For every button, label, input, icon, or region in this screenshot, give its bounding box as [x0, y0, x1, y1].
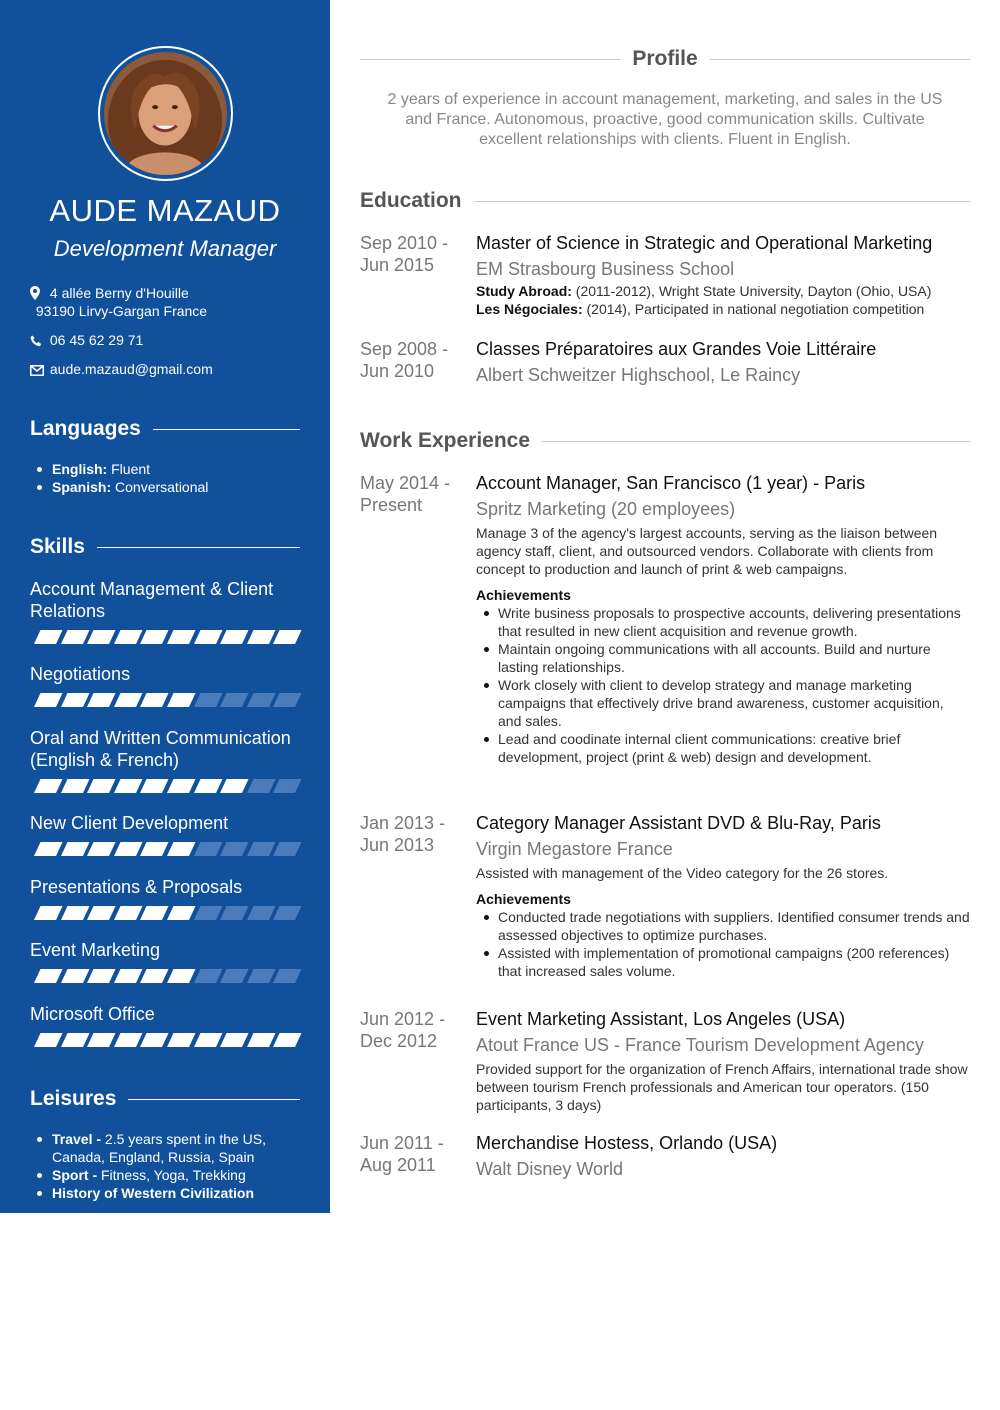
list-item: History of Western Civilization: [52, 1184, 292, 1202]
skill-name: Presentations & Proposals: [30, 877, 243, 897]
skill-segment-empty: [194, 842, 222, 856]
skill-name: Microsoft Office: [30, 1004, 155, 1024]
skill-name: Event Marketing: [30, 940, 161, 960]
skill-segment-filled: [87, 906, 115, 920]
skill-segment-filled: [61, 842, 89, 856]
list-item: Sport - Fitness, Yoga, Trekking: [52, 1166, 292, 1184]
skill-segment-filled: [140, 906, 168, 920]
skill-segment-empty: [247, 906, 275, 920]
entry-org: Spritz Marketing (20 employees): [476, 499, 736, 519]
skill-name: Account Management & Client Relations: [30, 579, 274, 621]
skill-segment-filled: [114, 779, 142, 793]
languages-heading: Languages: [30, 416, 300, 442]
skill-segment-filled: [34, 842, 62, 856]
skill-segment-filled: [61, 1033, 89, 1047]
entry-title: Merchandise Hostess, Orlando (USA): [476, 1133, 778, 1153]
list-item: Work closely with client to develop strategy and manage marketing campaigns that effectively drive brand awareness, customer acquisition, and sales.: [498, 676, 970, 730]
skill-segment-filled: [87, 1033, 115, 1047]
skill-segment-filled: [140, 630, 168, 644]
skill-segment-filled: [61, 693, 89, 707]
entry-org: Virgin Megastore France: [476, 839, 673, 859]
skill-segment-filled: [247, 1033, 275, 1047]
achievements-list: [498, 908, 970, 980]
skill-item: [30, 812, 300, 856]
skill-segment-filled: [247, 630, 275, 644]
leisures-heading: Leisures: [30, 1086, 300, 1112]
phone-number: 06 45 62 29 71: [49, 332, 144, 348]
skill-segment-filled: [167, 693, 195, 707]
address-line-1: 4 allée Berny d'Houille: [49, 285, 189, 301]
skill-level-bar: [30, 842, 300, 856]
contact-address: [30, 284, 207, 320]
entry-dates: Jan 2013 - Jun 2013: [360, 813, 446, 855]
skill-item: [30, 939, 300, 983]
skill-segment-filled: [87, 969, 115, 983]
skill-name: Oral and Written Communication (English & French): [30, 728, 291, 770]
skill-segment-filled: [140, 693, 168, 707]
skill-segment-filled: [114, 906, 142, 920]
contact-email: [30, 360, 213, 380]
skill-segment-empty: [247, 842, 275, 856]
person-role: Development Manager: [53, 236, 277, 261]
achievements-list: [498, 604, 970, 766]
skill-name: Negotiations: [30, 664, 131, 684]
entry-org: EM Strasbourg Business School: [476, 259, 735, 279]
entry-org: Atout France US - France Tourism Development Agency: [476, 1035, 924, 1055]
entry-org: Walt Disney World: [476, 1159, 624, 1179]
entry-dates: Sep 2008 - Jun 2010: [360, 339, 449, 381]
entry-description: Assisted with management of the Video category for the 26 stores.: [476, 865, 889, 881]
sidebar: [0, 0, 330, 1213]
skill-segment-filled: [61, 630, 89, 644]
skill-segment-empty: [194, 693, 222, 707]
skill-segment-filled: [194, 1033, 222, 1047]
languages-list: [52, 460, 208, 496]
skill-segment-filled: [114, 1033, 142, 1047]
profile-heading: Profile: [360, 46, 970, 72]
skill-item: [30, 663, 300, 707]
skill-level-bar: [30, 693, 300, 707]
skill-segment-filled: [194, 630, 222, 644]
skill-segment-empty: [247, 779, 275, 793]
skill-segment-empty: [273, 969, 301, 983]
skill-segment-filled: [167, 1033, 195, 1047]
skill-segment-empty: [194, 906, 222, 920]
skill-segment-filled: [273, 630, 301, 644]
skill-segment-filled: [140, 842, 168, 856]
skill-segment-empty: [247, 693, 275, 707]
profile-photo: [104, 52, 227, 175]
skill-level-bar: [30, 906, 300, 920]
entry-title: Account Manager, San Francisco (1 year) - Paris: [476, 473, 866, 493]
skill-segment-filled: [61, 779, 89, 793]
entry-title: Event Marketing Assistant, Los Angeles (USA): [476, 1009, 846, 1029]
list-item: Spanish: Conversational: [52, 479, 209, 495]
list-item: English: Fluent: [52, 460, 208, 478]
skill-segment-filled: [167, 969, 195, 983]
skill-segment-filled: [167, 842, 195, 856]
skill-segment-filled: [273, 1033, 301, 1047]
education-heading: Education: [360, 188, 970, 214]
skill-segment-filled: [167, 779, 195, 793]
entry-title: Category Manager Assistant DVD & Blu-Ray, Paris: [476, 813, 881, 833]
skill-segment-filled: [114, 842, 142, 856]
skill-level-bar: [30, 1033, 300, 1047]
skill-segment-filled: [140, 969, 168, 983]
achievements-label: Achievements: [476, 587, 571, 603]
skill-segment-filled: [34, 906, 62, 920]
entry-description: Provided support for the organization of French Affairs, international trade show between tourism French professionals and American tour operators. (150 participants, 3 days): [476, 1061, 968, 1113]
skill-segment-filled: [167, 906, 195, 920]
skill-segment-filled: [34, 693, 62, 707]
entry-dates: Jun 2012 - Dec 2012: [360, 1009, 446, 1051]
list-item: Assisted with implementation of promotional campaigns (200 references) that increased sales volume.: [498, 944, 970, 980]
skill-segment-filled: [61, 906, 89, 920]
skill-item: [30, 727, 300, 793]
entry-description: Manage 3 of the agency's largest accounts, serving as the liaison between agency staff, client, and outsourced vendors. Collaborate with clients from concept to production and launch of print & web campaigns.: [476, 525, 938, 577]
map-pin-icon: [30, 286, 46, 304]
skill-segment-filled: [87, 842, 115, 856]
skill-level-bar: [30, 630, 300, 644]
skill-name: New Client Development: [30, 813, 229, 833]
skill-segment-empty: [194, 969, 222, 983]
skill-segment-filled: [87, 630, 115, 644]
address-line-2: 93190 Lirvy-Gargan France: [35, 303, 208, 319]
envelope-icon: [30, 362, 46, 380]
skill-segment-filled: [220, 779, 248, 793]
entry-dates: Sep 2010 - Jun 2015: [360, 233, 449, 275]
skill-segment-empty: [220, 693, 248, 707]
leisures-list: [52, 1130, 292, 1202]
skill-segment-filled: [220, 1033, 248, 1047]
list-item: Conducted trade negotiations with suppliers. Identified consumer trends and assessed objectives to optimize purchases.: [498, 909, 970, 943]
list-item: Travel - 2.5 years spent in the US, Canada, England, Russia, Spain: [52, 1130, 292, 1166]
skill-segment-empty: [273, 906, 301, 920]
entry-extra: Study Abroad: (2011-2012), Wright State University, Dayton (Ohio, USA) Les Négociales: (2014), Participated in national negotiation competition: [476, 283, 932, 317]
skill-segment-empty: [273, 842, 301, 856]
email-address[interactable]: aude.mazaud@gmail.com: [49, 361, 213, 377]
achievements-label: Achievements: [476, 891, 571, 907]
skill-segment-filled: [34, 779, 62, 793]
skill-item: [30, 578, 300, 644]
skill-segment-empty: [273, 693, 301, 707]
skill-segment-filled: [114, 969, 142, 983]
skills-heading: Skills: [30, 534, 300, 560]
skill-level-bar: [30, 779, 300, 793]
skill-segment-empty: [220, 906, 248, 920]
skill-item: [30, 876, 300, 920]
contact-phone: [30, 331, 143, 351]
skill-segment-empty: [220, 969, 248, 983]
entry-title: Master of Science in Strategic and Operational Marketing: [476, 233, 933, 253]
skill-segment-empty: [220, 842, 248, 856]
skill-segment-filled: [167, 630, 195, 644]
skill-segment-filled: [34, 1033, 62, 1047]
list-item: Write business proposals to prospective accounts, delivering presentations that resulted in new client acquisition and revenue growth.: [498, 604, 970, 640]
skill-segment-filled: [220, 630, 248, 644]
skill-segment-filled: [114, 630, 142, 644]
list-item: Maintain ongoing communications with all accounts. Build and nurture lasting relationships.: [498, 640, 970, 676]
skill-segment-filled: [140, 779, 168, 793]
skill-segment-filled: [61, 969, 89, 983]
list-item: Lead and coodinate internal client communications: creative brief development, project (print & web) design and development.: [498, 730, 970, 766]
entry-dates: May 2014 - Present: [360, 473, 451, 515]
skill-segment-filled: [114, 693, 142, 707]
skill-segment-filled: [34, 969, 62, 983]
skill-item: [30, 1003, 300, 1047]
skill-segment-filled: [194, 779, 222, 793]
work-experience-heading: Work Experience: [360, 428, 970, 454]
skill-segment-empty: [273, 779, 301, 793]
skill-level-bar: [30, 969, 300, 983]
entry-org: Albert Schweitzer Highschool, Le Raincy: [476, 365, 801, 385]
profile-summary: 2 years of experience in account management, marketing, and sales in the US and France. Autonomous, proactive, good communication skills. Cultivate excellent relationships with clients. Fluent in English.: [387, 91, 943, 148]
person-name: AUDE MAZAUD: [49, 193, 281, 228]
phone-icon: [30, 333, 46, 351]
skill-segment-empty: [247, 969, 275, 983]
skill-segment-filled: [87, 693, 115, 707]
skill-segment-filled: [140, 1033, 168, 1047]
skill-segment-filled: [87, 779, 115, 793]
entry-title: Classes Préparatoires aux Grandes Voie Littéraire: [476, 339, 877, 359]
profile-photo-frame: [98, 46, 233, 181]
entry-dates: Jun 2011 - Aug 2011: [360, 1133, 444, 1175]
skill-segment-filled: [34, 630, 62, 644]
